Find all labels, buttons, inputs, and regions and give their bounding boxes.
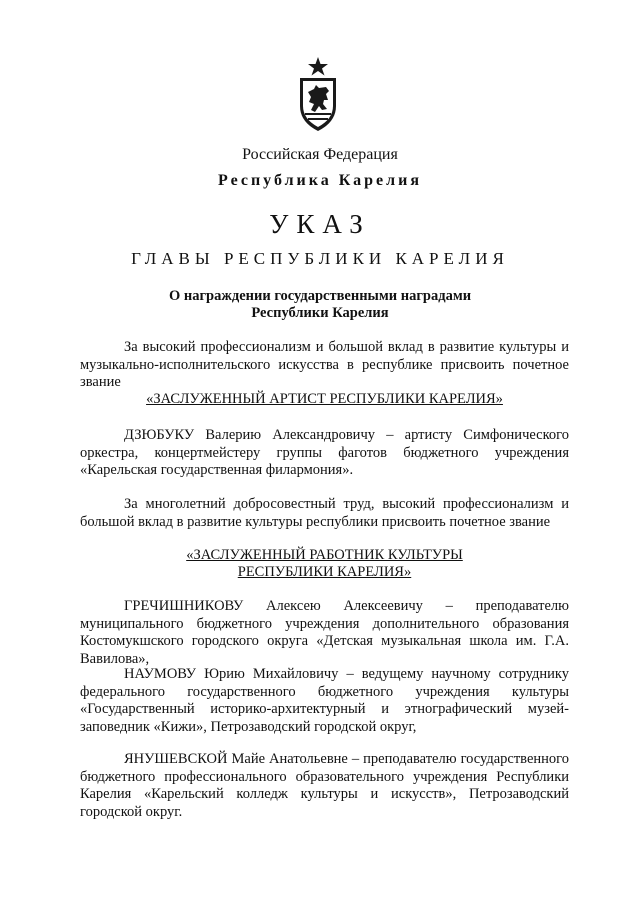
awardee-yanushevskaya: ЯНУШЕВСКОЙ Майе Анатольевне – преподавателю государственного бюджетного профессионального образовательного учреждения Республики Карелия «Карельский колледж культуры и искусств», Петрозаводский городской округ.: [80, 751, 569, 820]
section2-intro: За многолетний добросовестный труд, высокий профессионализм и большой вклад в развитие культуры республики присвоить почетное звание: [80, 496, 569, 530]
honorary-title-culture-line2: РЕСПУБЛИКИ КАРЕЛИЯ»: [237, 564, 412, 580]
issuer-title: ГЛАВЫ РЕСПУБЛИКИ КАРЕЛИЯ: [131, 249, 509, 268]
subject-line-1: О награждении государственными наградами: [168, 288, 472, 304]
subject-line-2: Республики Карелия: [251, 305, 389, 321]
country-name: Российская Федерация: [242, 146, 398, 163]
honorary-title-culture-line1: «ЗАСЛУЖЕННЫЙ РАБОТНИК КУЛЬТУРЫ: [186, 547, 463, 563]
coat-of-arms-icon: [294, 56, 342, 132]
awardee-naumov: НАУМОВУ Юрию Михайловичу – ведущему научному сотруднику федерального государственного бюджетного учреждения культуры «Государственный историко-архитектурный и этнографический музей-заповедник «Кижи», Петрозаводский городской округ,: [80, 666, 569, 735]
awardee-grechishnikov: ГРЕЧИШНИКОВУ Алексею Алексеевичу – преподавателю муниципального бюджетного учреждения дополнительного образования Костомукшского городского округа «Детская музыкальная школа им. Г.А. Вавилова»,: [80, 598, 569, 667]
republic-name: Республика Карелия: [218, 172, 422, 189]
document-type: УКАЗ: [269, 209, 371, 239]
awardee-dzyubuk: ДЗЮБУКУ Валерию Александровичу – артисту Симфонического оркестра, концертмейстеру группы фаготов бюджетного учреждения «Карельская государственная филармония».: [80, 427, 569, 478]
section1-intro: За высокий профессионализм и большой вклад в развитие культуры и музыкально-исполнительского искусства в республике присвоить почетное звание: [80, 339, 569, 390]
honorary-title-artist: «ЗАСЛУЖЕННЫЙ АРТИСТ РЕСПУБЛИКИ КАРЕЛИЯ»: [146, 391, 503, 407]
